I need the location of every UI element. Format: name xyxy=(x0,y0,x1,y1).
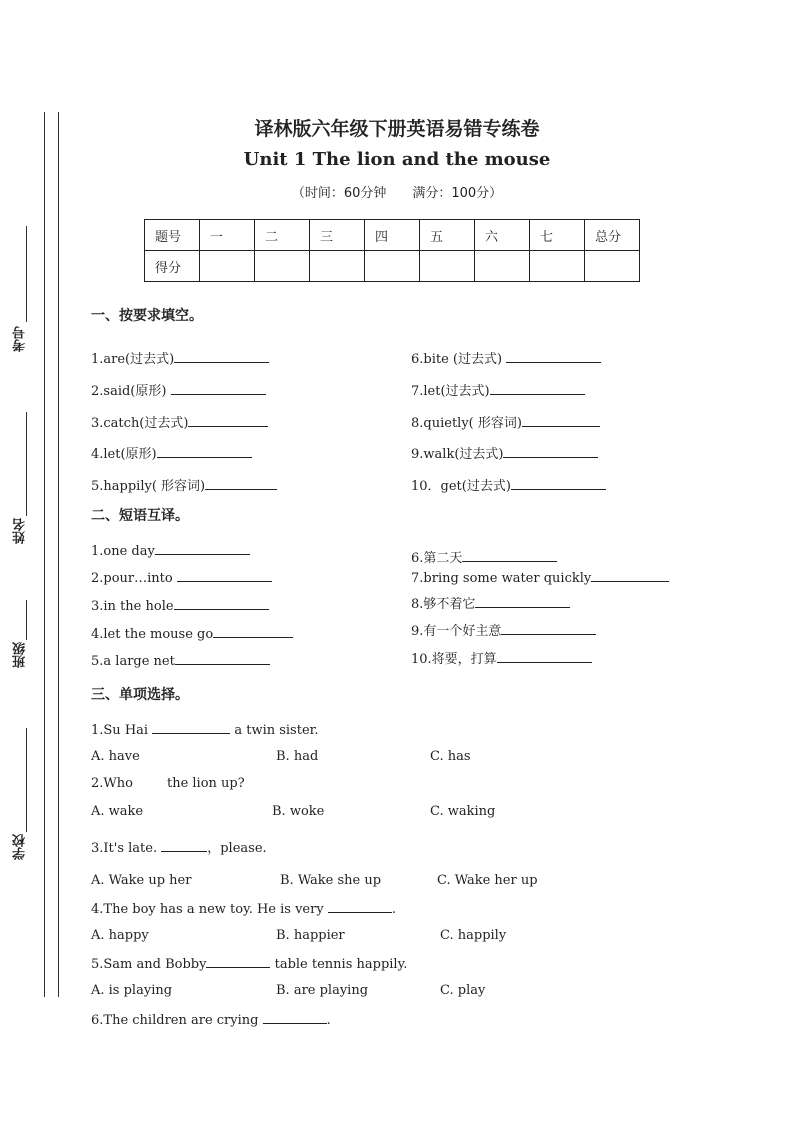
stem-text: 6.The children are crying xyxy=(91,1013,263,1028)
score-table-cell: 一 xyxy=(200,220,255,251)
mc-option[interactable]: C. has xyxy=(430,749,471,764)
phrase-item-text: 3.in the hole xyxy=(91,599,174,614)
phrase-item xyxy=(91,542,250,559)
binding-line-inner xyxy=(58,112,59,997)
score-row-label: 得分 xyxy=(145,251,200,282)
score-table-cell: 题号 xyxy=(145,220,200,251)
answer-blank[interactable] xyxy=(188,414,268,427)
score-input-cell[interactable] xyxy=(420,251,475,282)
phrase-item-text: 4.let the mouse go xyxy=(91,627,214,642)
mc-option[interactable]: A. wake xyxy=(91,804,144,819)
stem-text: 5.Sam and Bobby xyxy=(91,957,207,972)
answer-blank[interactable] xyxy=(206,955,270,968)
fill-item xyxy=(411,443,598,462)
mc-option[interactable]: B. Wake she up xyxy=(280,873,382,888)
phrase-item xyxy=(411,547,557,566)
score-input-cell[interactable] xyxy=(310,251,365,282)
fill-item xyxy=(91,475,277,494)
mc-question-stem xyxy=(91,1011,331,1028)
name-blank[interactable] xyxy=(26,412,27,516)
phrase-item xyxy=(411,593,570,612)
answer-blank[interactable] xyxy=(490,382,585,395)
phrase-item-text: 10.将要，打算 xyxy=(411,652,497,667)
mc-option[interactable]: B. are playing xyxy=(276,983,369,998)
mc-option[interactable]: C. play xyxy=(440,983,486,998)
phrase-item-text: 1.one day xyxy=(91,544,155,559)
stem-text: a twin sister. xyxy=(230,723,319,738)
score-input-cell[interactable] xyxy=(530,251,585,282)
fill-item-text: 10．get(过去式) xyxy=(411,479,511,494)
binding-line-outer xyxy=(44,112,45,997)
answer-blank[interactable] xyxy=(503,445,598,458)
fill-item-text: 1.are(过去式) xyxy=(91,352,175,367)
mc-option[interactable]: A. happy xyxy=(91,928,149,943)
answer-blank[interactable] xyxy=(462,549,557,562)
answer-blank[interactable] xyxy=(213,625,293,638)
stem-text: the lion up? xyxy=(166,776,245,791)
time-info: （时间：60分钟 满分：100分） xyxy=(291,186,503,201)
answer-blank[interactable] xyxy=(497,650,592,663)
answer-blank[interactable] xyxy=(152,721,230,734)
answer-blank[interactable] xyxy=(155,542,250,555)
page-title: 译林版六年级下册英语易错专练卷 xyxy=(254,118,540,140)
score-input-cell[interactable] xyxy=(200,251,255,282)
phrase-item-text: 8.够不着它 xyxy=(411,597,476,612)
score-table-cell: 三 xyxy=(310,220,365,251)
phrase-item-text: 2.pour…into xyxy=(91,571,177,586)
phrase-item xyxy=(91,625,293,642)
mc-option[interactable]: B. had xyxy=(276,749,319,764)
score-input-cell[interactable] xyxy=(475,251,530,282)
stem-text: . xyxy=(326,1013,331,1028)
mc-option[interactable]: A. Wake up her xyxy=(91,873,192,888)
mc-question-stem xyxy=(91,837,267,856)
fill-item xyxy=(91,380,266,399)
mc-option[interactable]: B. happier xyxy=(276,928,345,943)
answer-blank[interactable] xyxy=(511,477,606,490)
answer-blank[interactable] xyxy=(328,900,392,913)
stem-text: . xyxy=(391,902,396,917)
answer-blank[interactable] xyxy=(171,382,266,395)
mc-option[interactable]: A. have xyxy=(91,749,140,764)
stem-text: 2.Who xyxy=(91,776,133,791)
score-table-score-row xyxy=(145,251,640,282)
score-table-cell: 四 xyxy=(365,220,420,251)
answer-blank[interactable] xyxy=(161,839,207,852)
class-label: 班级 xyxy=(13,642,28,668)
score-input-cell[interactable] xyxy=(585,251,640,282)
mc-question-stem xyxy=(91,776,245,791)
section-2-heading: 二、短语互译。 xyxy=(91,508,189,524)
stem-text: table tennis happily. xyxy=(270,957,408,972)
answer-blank[interactable] xyxy=(501,622,596,635)
stem-text: 1.Su Hai xyxy=(91,723,153,738)
score-input-cell[interactable] xyxy=(255,251,310,282)
school-label: 学校 xyxy=(13,834,28,860)
answer-blank[interactable] xyxy=(174,597,269,610)
fill-item xyxy=(91,443,252,462)
answer-blank[interactable] xyxy=(591,569,669,582)
score-table-cell: 六 xyxy=(475,220,530,251)
phrase-item-text: 7.bring some water quickly xyxy=(411,571,592,586)
score-table xyxy=(144,219,640,282)
mc-question-stem xyxy=(91,900,396,917)
class-blank[interactable] xyxy=(26,600,27,640)
answer-blank[interactable] xyxy=(174,350,269,363)
score-table-cell: 五 xyxy=(420,220,475,251)
mc-option[interactable]: C. happily xyxy=(440,928,507,943)
fill-item-text: 3.catch(过去式) xyxy=(91,416,189,431)
stem-text: 3.It's late. xyxy=(91,841,162,856)
name-label: 姓名 xyxy=(13,518,28,544)
fill-item xyxy=(411,348,601,367)
score-table-cell: 二 xyxy=(255,220,310,251)
phrase-item xyxy=(91,569,272,586)
mc-option[interactable]: C. waking xyxy=(430,804,496,819)
answer-blank[interactable] xyxy=(475,595,570,608)
exam-number-blank[interactable] xyxy=(26,226,27,322)
score-table-cell: 总分 xyxy=(585,220,640,251)
fill-item xyxy=(411,475,606,494)
score-input-cell[interactable] xyxy=(365,251,420,282)
mc-option[interactable]: C. Wake her up xyxy=(437,873,538,888)
answer-blank[interactable] xyxy=(157,445,252,458)
fill-item-text: 2.said(原形) xyxy=(91,384,171,399)
fill-item-text: 7.let(过去式) xyxy=(411,384,490,399)
stem-text: 4.The boy has a new toy. He is very xyxy=(91,902,328,917)
answer-blank[interactable] xyxy=(177,569,272,582)
fill-item xyxy=(91,348,269,367)
fill-item-text: 5.happily( 形容词) xyxy=(91,479,206,494)
fill-item-text: 8.quietly( 形容词) xyxy=(411,416,522,431)
mc-question-stem xyxy=(91,721,319,738)
answer-blank[interactable] xyxy=(205,477,277,490)
fill-item xyxy=(411,380,585,399)
answer-blank[interactable] xyxy=(263,1011,327,1024)
mc-question-stem xyxy=(91,955,407,972)
mc-option[interactable]: A. is playing xyxy=(91,983,173,998)
phrase-item xyxy=(411,620,596,639)
page-subtitle: Unit 1 The lion and the mouse xyxy=(243,149,551,170)
phrase-item xyxy=(91,597,269,614)
phrase-item-text: 6.第二天 xyxy=(411,551,463,566)
fill-item xyxy=(411,412,600,431)
phrase-item-text: 9.有一个好主意 xyxy=(411,624,502,639)
fill-item-text: 4.let(原形) xyxy=(91,447,157,462)
phrase-item xyxy=(91,652,270,669)
exam-number-label: 考号 xyxy=(13,326,28,352)
fill-item xyxy=(91,412,268,431)
phrase-item-text: 5.a large net xyxy=(91,654,175,669)
score-table-header-row xyxy=(145,220,640,251)
fill-item-text: 9.walk(过去式) xyxy=(411,447,504,462)
section-1-heading: 一、按要求填空。 xyxy=(91,308,203,324)
phrase-item xyxy=(411,569,669,586)
answer-blank[interactable] xyxy=(506,350,601,363)
score-table-cell: 七 xyxy=(530,220,585,251)
school-blank[interactable] xyxy=(26,728,27,832)
stem-text: ，please. xyxy=(207,841,267,856)
phrase-item xyxy=(411,648,592,667)
answer-blank[interactable] xyxy=(175,652,270,665)
section-3-heading: 三、单项选择。 xyxy=(91,687,189,703)
fill-item-text: 6.bite (过去式) xyxy=(411,352,507,367)
answer-blank[interactable] xyxy=(522,414,600,427)
mc-option[interactable]: B. woke xyxy=(272,804,325,819)
